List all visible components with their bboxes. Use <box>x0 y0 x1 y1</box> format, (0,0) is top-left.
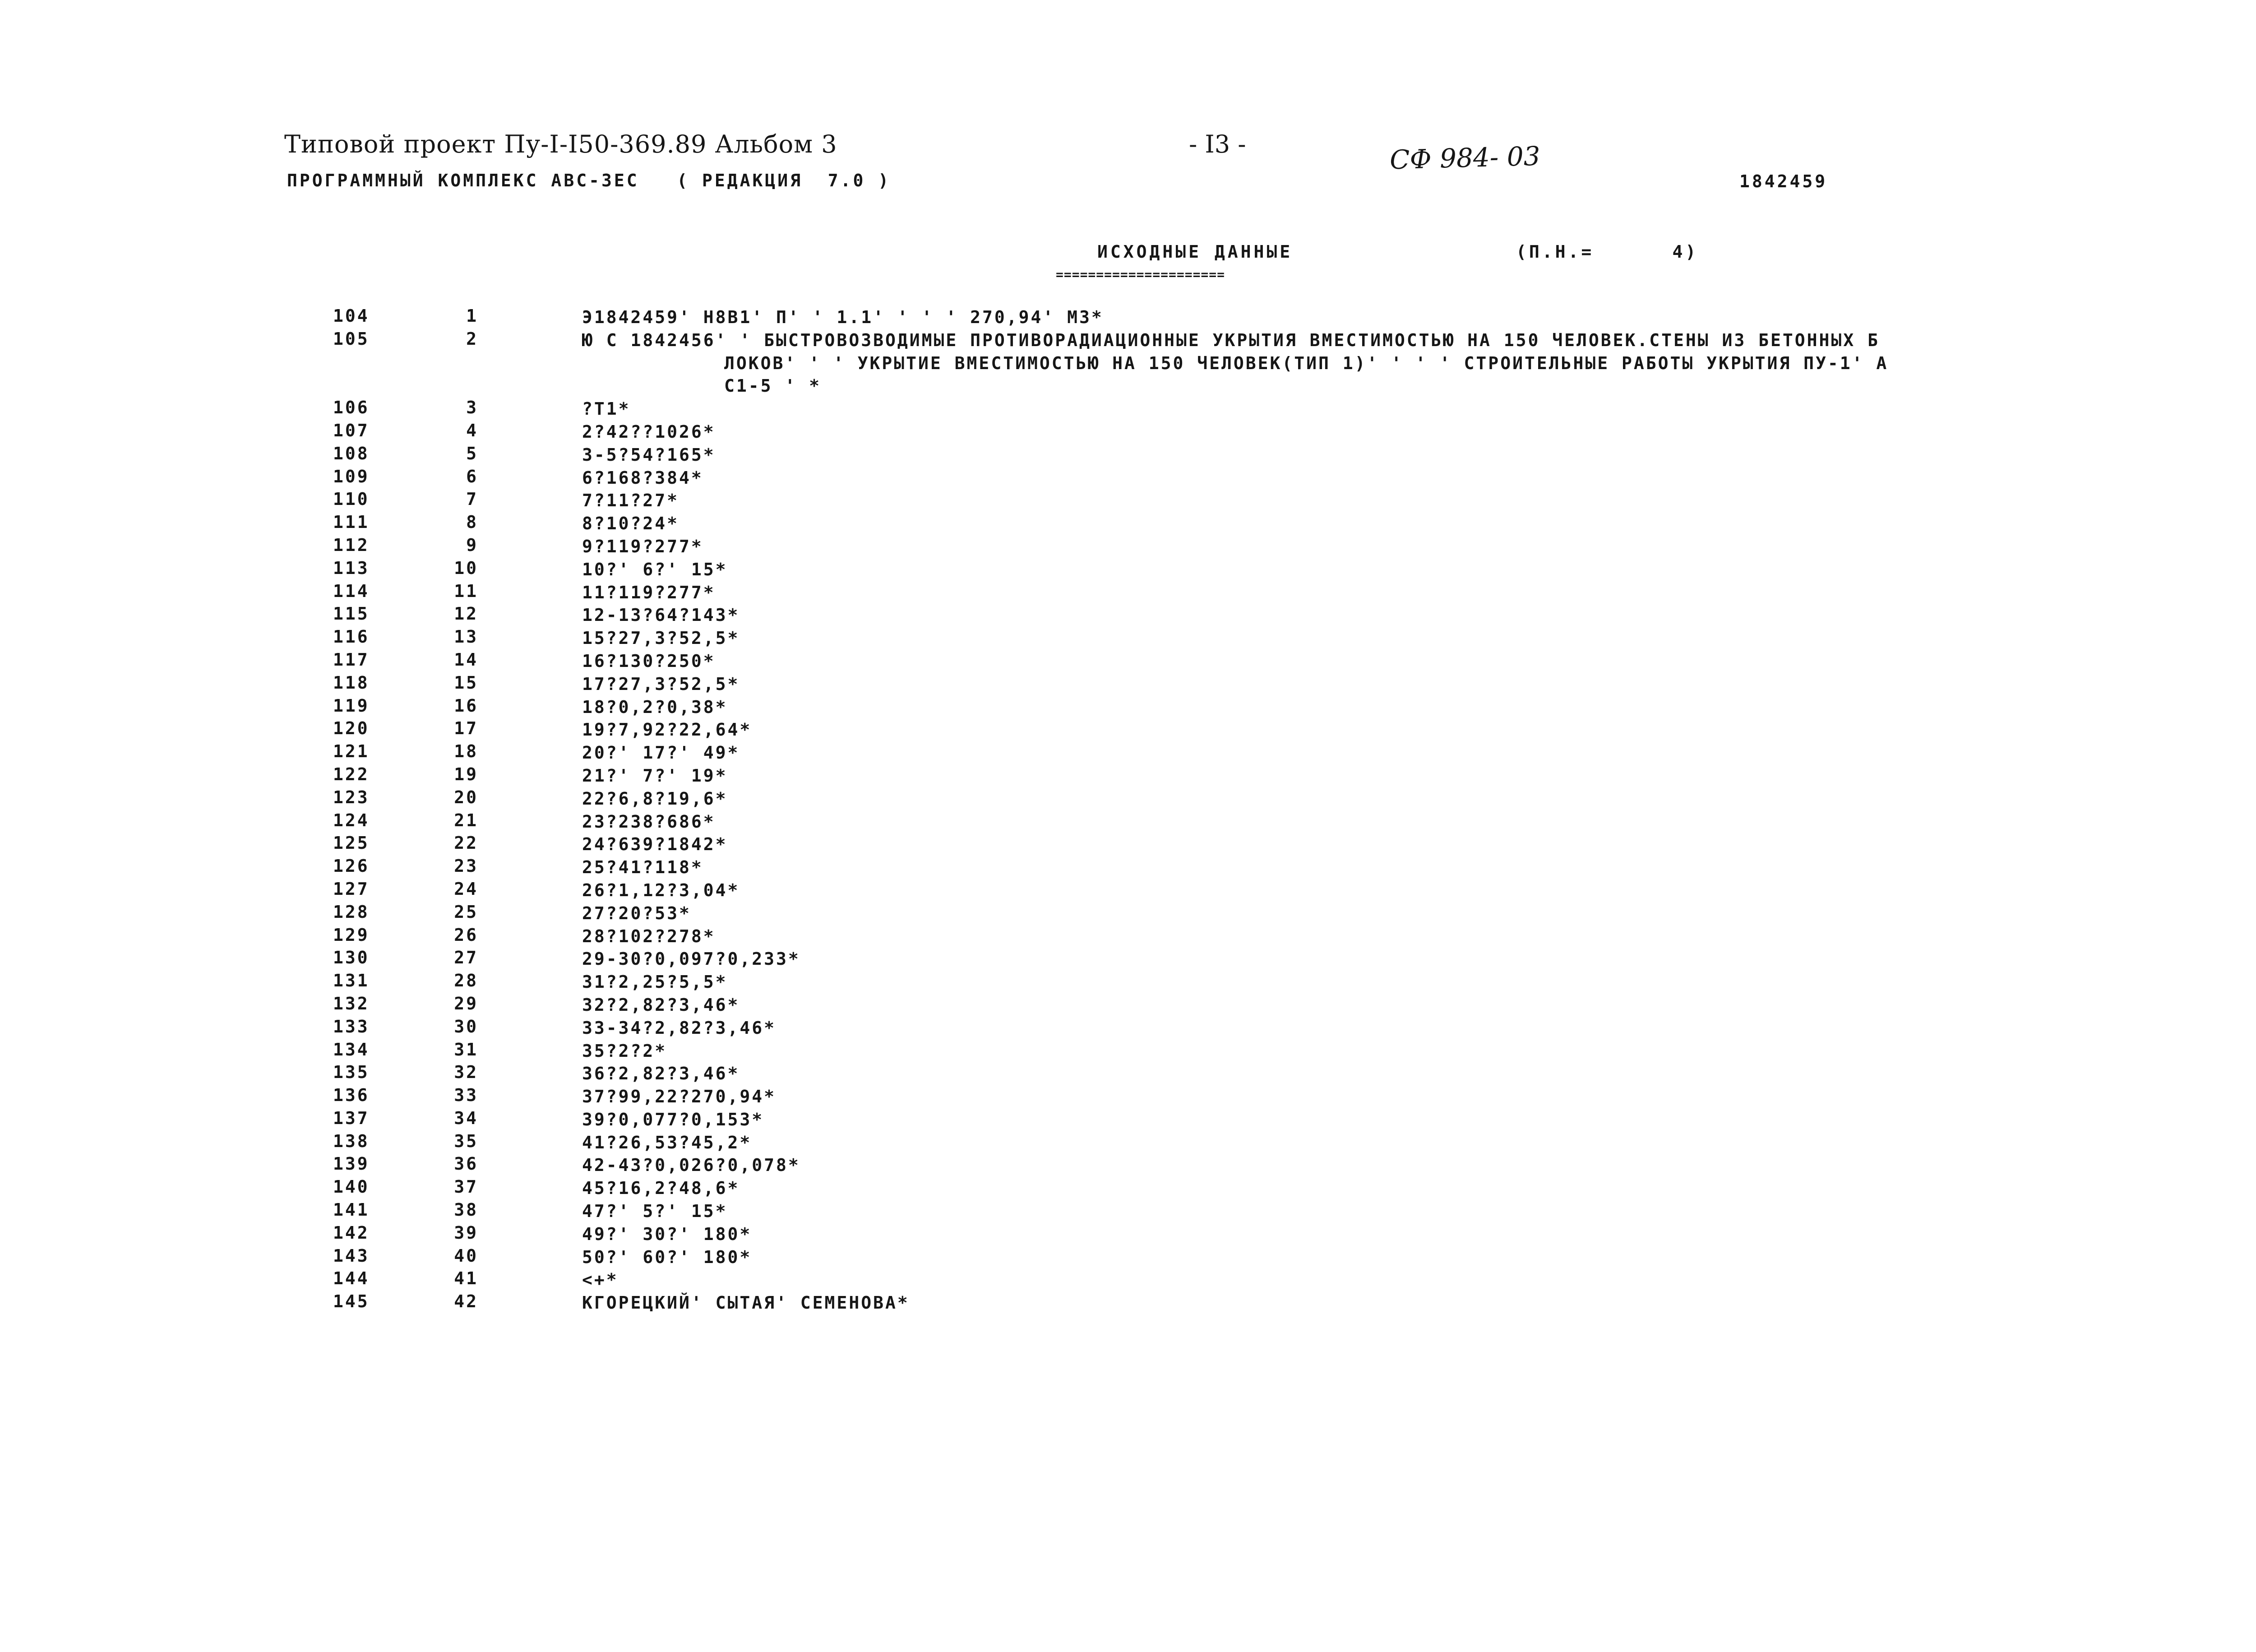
line-number: 119 <box>333 695 370 716</box>
record-value <box>582 856 2188 879</box>
line-number: 123 <box>333 787 370 807</box>
record-value-line: 9?119?277* <box>582 536 703 556</box>
record-value-line: 26?1,12?3,04* <box>582 880 740 900</box>
listing-row <box>0 925 2256 948</box>
program-line: ПРОГРАММНЫЙ КОМПЛЕКС АВС-3ЕС ( РЕДАКЦИЯ 7.0 ) <box>287 171 891 190</box>
record-value-line: 24?639?1842* <box>582 834 728 855</box>
listing-row <box>0 1040 2256 1063</box>
record-index: 25 <box>454 902 478 922</box>
record-value-line: 39?0,077?0,153* <box>582 1109 764 1129</box>
listing-row <box>0 512 2256 535</box>
record-value <box>582 1040 2188 1063</box>
record-value-line: 33-34?2,82?3,46* <box>582 1018 777 1038</box>
listing-row <box>0 1223 2256 1246</box>
record-value <box>582 673 2188 696</box>
record-index: 1 <box>466 306 478 326</box>
record-value-line: 28?102?278* <box>582 926 716 946</box>
line-number: 140 <box>333 1177 370 1197</box>
record-value <box>582 467 2188 490</box>
record-value-line: 36?2,82?3,46* <box>582 1064 740 1084</box>
listing-row <box>0 948 2256 971</box>
listing-row <box>0 1017 2256 1040</box>
line-number: 116 <box>333 627 370 647</box>
record-value-line: 10?' 6?' 15* <box>582 559 728 579</box>
record-index: 23 <box>454 856 478 876</box>
record-value <box>582 398 2188 421</box>
record-value-line: 20?' 17?' 49* <box>582 743 740 763</box>
line-number: 106 <box>333 398 370 418</box>
record-index: 27 <box>454 948 478 968</box>
listing-row <box>0 581 2256 604</box>
listing-row <box>0 1268 2256 1291</box>
listing-row <box>0 1200 2256 1223</box>
record-value-continuation: ЛОКОВ' ' ' УКРЫТИЕ ВМЕСТИМОСТЬЮ НА 150 ЧЕЛОВЕК(ТИП 1)' ' ' ' СТРОИТЕЛЬНЫЕ РАБОТЫ УКРЫТИЯ ПУ-1' А <box>724 353 1889 373</box>
record-index: 14 <box>454 649 478 670</box>
record-value-line: 49?' 30?' 180* <box>582 1224 752 1244</box>
record-index: 10 <box>454 558 478 578</box>
listing-row <box>0 558 2256 581</box>
record-value <box>582 810 2188 833</box>
listing-row <box>0 1291 2256 1314</box>
record-index: 5 <box>466 443 478 463</box>
line-number: 127 <box>333 879 370 899</box>
listing-row <box>0 650 2256 673</box>
line-number: 109 <box>333 466 370 486</box>
record-index: 31 <box>454 1039 478 1060</box>
line-number: 128 <box>333 902 370 922</box>
listing-row <box>0 535 2256 558</box>
line-number: 113 <box>333 558 370 578</box>
record-value <box>582 444 2188 467</box>
record-index: 17 <box>454 718 478 739</box>
listing-row <box>0 994 2256 1017</box>
record-value <box>582 329 2188 398</box>
record-value <box>582 948 2188 971</box>
record-value-line: 31?2,25?5,5* <box>582 972 728 992</box>
record-value-line: 6?168?384* <box>582 467 703 488</box>
line-number: 124 <box>333 810 370 830</box>
record-value <box>582 833 2188 856</box>
record-value <box>582 535 2188 558</box>
line-number: 121 <box>333 741 370 762</box>
line-number: 118 <box>333 672 370 693</box>
record-index: 15 <box>454 672 478 693</box>
record-index: 30 <box>454 1016 478 1037</box>
record-index: 21 <box>454 810 478 830</box>
record-index: 7 <box>466 489 478 509</box>
data-listing <box>0 306 2256 1314</box>
record-value-line: 37?99,22?270,94* <box>582 1087 777 1107</box>
listing-row <box>0 971 2256 994</box>
record-value <box>582 1062 2188 1085</box>
record-value <box>582 879 2188 902</box>
listing-row <box>0 1246 2256 1269</box>
record-index: 40 <box>454 1245 478 1266</box>
line-number: 134 <box>333 1039 370 1060</box>
record-value-line: 41?26,53?45,2* <box>582 1132 752 1152</box>
record-index: 19 <box>454 764 478 784</box>
line-number: 117 <box>333 649 370 670</box>
record-index: 4 <box>466 420 478 440</box>
line-number: 104 <box>333 306 370 326</box>
line-number: 135 <box>333 1062 370 1083</box>
record-value-line: 22?6,8?19,6* <box>582 788 728 809</box>
listing-row <box>0 604 2256 627</box>
line-number: 107 <box>333 420 370 440</box>
document-title: Типовой проект Пу-I-I50-369.89 Альбом 3 <box>284 130 837 158</box>
line-number: 144 <box>333 1268 370 1289</box>
record-value <box>582 604 2188 627</box>
record-index: 22 <box>454 833 478 853</box>
listing-row <box>0 718 2256 741</box>
listing-row <box>0 444 2256 467</box>
listing-row <box>0 1154 2256 1177</box>
record-value-line: 47?' 5?' 15* <box>582 1201 728 1222</box>
listing-row <box>0 329 2256 398</box>
listing-row <box>0 1085 2256 1108</box>
record-value <box>582 489 2188 512</box>
record-value <box>582 764 2188 787</box>
line-number: 126 <box>333 856 370 876</box>
record-value-line: 25?41?118* <box>582 857 703 878</box>
record-index: 16 <box>454 695 478 716</box>
record-value-line: 2?42??1026* <box>582 421 716 442</box>
record-value-line: 29-30?0,097?0,233* <box>582 949 800 969</box>
record-value <box>582 994 2188 1017</box>
record-index: 29 <box>454 993 478 1013</box>
listing-row <box>0 1131 2256 1154</box>
record-index: 3 <box>466 398 478 418</box>
document-id: 1842459 <box>1739 171 1828 191</box>
record-value-line: 19?7,92?22,64* <box>582 720 752 740</box>
line-number: 142 <box>333 1222 370 1243</box>
line-number: 145 <box>333 1291 370 1312</box>
record-value-line: 15?27,3?52,5* <box>582 628 740 648</box>
record-index: 35 <box>454 1131 478 1151</box>
listing-row <box>0 1177 2256 1200</box>
record-value <box>582 1085 2188 1108</box>
record-value <box>582 1154 2188 1177</box>
listing-row <box>0 1108 2256 1131</box>
record-value <box>582 902 2188 925</box>
handwritten-code: СФ 984- 03 <box>1389 140 1541 176</box>
record-value-line: 50?' 60?' 180* <box>582 1247 752 1267</box>
record-value <box>582 1177 2188 1200</box>
record-value <box>582 306 2188 329</box>
record-index: 12 <box>454 604 478 624</box>
line-number: 108 <box>333 443 370 463</box>
record-value-line: 45?16,2?48,6* <box>582 1178 740 1199</box>
line-number: 112 <box>333 535 370 555</box>
section-heading: ИСХОДНЫЕ ДАННЫЕ <box>1097 242 1293 262</box>
page-reference: (П.Н.= 4) <box>1516 242 1699 262</box>
record-value <box>582 421 2188 444</box>
record-value <box>582 787 2188 810</box>
listing-row <box>0 421 2256 444</box>
record-value-line: 21?' 7?' 19* <box>582 765 728 786</box>
record-value <box>582 1246 2188 1269</box>
line-number: 132 <box>333 993 370 1013</box>
record-value-line: 3-5?54?165* <box>582 444 716 465</box>
record-value-line: 16?130?250* <box>582 651 716 671</box>
line-number: 136 <box>333 1085 370 1106</box>
record-index: 41 <box>454 1268 478 1289</box>
record-value <box>582 1268 2188 1291</box>
record-value <box>582 1131 2188 1154</box>
page-number: - I3 - <box>1189 130 1246 158</box>
record-value-line: 35?2?2* <box>582 1041 667 1061</box>
record-value-line: 32?2,82?3,46* <box>582 995 740 1015</box>
record-value <box>582 650 2188 673</box>
listing-row <box>0 306 2256 329</box>
line-number: 137 <box>333 1108 370 1128</box>
record-index: 6 <box>466 466 478 486</box>
record-index: 34 <box>454 1108 478 1128</box>
listing-row <box>0 902 2256 925</box>
record-index: 8 <box>466 512 478 532</box>
line-number: 138 <box>333 1131 370 1151</box>
line-number: 120 <box>333 718 370 739</box>
record-value <box>582 718 2188 741</box>
listing-row <box>0 398 2256 421</box>
record-value <box>582 1108 2188 1131</box>
record-value <box>582 1200 2188 1223</box>
listing-row <box>0 856 2256 879</box>
record-value-line: 23?238?686* <box>582 811 716 832</box>
line-number: 139 <box>333 1154 370 1174</box>
record-value-line: 17?27,3?52,5* <box>582 674 740 694</box>
record-index: 37 <box>454 1177 478 1197</box>
record-value <box>582 741 2188 764</box>
record-index: 20 <box>454 787 478 807</box>
listing-row <box>0 741 2256 764</box>
record-value-line: Э1842459' Н8В1' П' ' 1.1' ' ' ' 270,94' М3* <box>582 307 1104 327</box>
record-value-line: Ю С 1842456' ' БЫСТРОВОЗВОДИМЫЕ ПРОТИВОРАДИАЦИОННЫЕ УКРЫТИЯ ВМЕСТИМОСТЬЮ НА 150 ЧЕЛОВЕК.СТЕНЫ ИЗ БЕТОННЫХ Б <box>582 330 1880 350</box>
record-value <box>582 971 2188 994</box>
record-value <box>582 1017 2188 1040</box>
line-number: 130 <box>333 948 370 968</box>
record-value <box>582 1223 2188 1246</box>
listing-row <box>0 467 2256 490</box>
listing-row <box>0 764 2256 787</box>
record-index: 9 <box>466 535 478 555</box>
listing-row <box>0 810 2256 833</box>
line-number: 129 <box>333 925 370 945</box>
record-index: 28 <box>454 971 478 991</box>
record-index: 2 <box>466 329 478 349</box>
listing-row <box>0 787 2256 810</box>
record-index: 13 <box>454 627 478 647</box>
line-number: 141 <box>333 1200 370 1220</box>
line-number: 111 <box>333 512 370 532</box>
record-value-line: <+* <box>582 1270 619 1290</box>
listing-row <box>0 489 2256 512</box>
record-value-continuation: С1-5 ' * <box>724 376 822 396</box>
section-underline: ===================== <box>1056 267 1225 282</box>
record-index: 18 <box>454 741 478 762</box>
record-index: 36 <box>454 1154 478 1174</box>
record-value <box>582 1291 2188 1314</box>
record-value-line: 7?11?27* <box>582 491 680 511</box>
record-index: 11 <box>454 581 478 601</box>
record-value <box>582 696 2188 719</box>
record-index: 24 <box>454 879 478 899</box>
listing-row <box>0 696 2256 719</box>
listing-row <box>0 673 2256 696</box>
record-index: 33 <box>454 1085 478 1106</box>
record-value-line: 11?119?277* <box>582 582 716 602</box>
record-value-line: 27?20?53* <box>582 903 691 923</box>
record-value-line: 12-13?64?143* <box>582 605 740 625</box>
record-index: 39 <box>454 1222 478 1243</box>
line-number: 115 <box>333 604 370 624</box>
record-value <box>582 627 2188 650</box>
line-number: 133 <box>333 1016 370 1037</box>
listing-row <box>0 627 2256 650</box>
line-number: 143 <box>333 1245 370 1266</box>
record-index: 26 <box>454 925 478 945</box>
record-value-line: 42-43?0,026?0,078* <box>582 1155 800 1175</box>
listing-row <box>0 1062 2256 1085</box>
line-number: 131 <box>333 971 370 991</box>
line-number: 105 <box>333 329 370 349</box>
line-number: 110 <box>333 489 370 509</box>
record-value <box>582 512 2188 535</box>
record-value-line: 18?0,2?0,38* <box>582 697 728 717</box>
listing-row <box>0 833 2256 856</box>
record-index: 32 <box>454 1062 478 1083</box>
record-value <box>582 581 2188 604</box>
line-number: 122 <box>333 764 370 784</box>
record-index: 42 <box>454 1291 478 1312</box>
record-value-line: ?Т1* <box>582 399 631 419</box>
record-value-line: КГОРЕЦКИЙ' СЫТАЯ' СЕМЕНОВА* <box>582 1293 910 1313</box>
record-value-line: 8?10?24* <box>582 514 680 534</box>
line-number: 114 <box>333 581 370 601</box>
record-value <box>582 558 2188 581</box>
record-value <box>582 925 2188 948</box>
line-number: 125 <box>333 833 370 853</box>
listing-row <box>0 879 2256 902</box>
record-index: 38 <box>454 1200 478 1220</box>
